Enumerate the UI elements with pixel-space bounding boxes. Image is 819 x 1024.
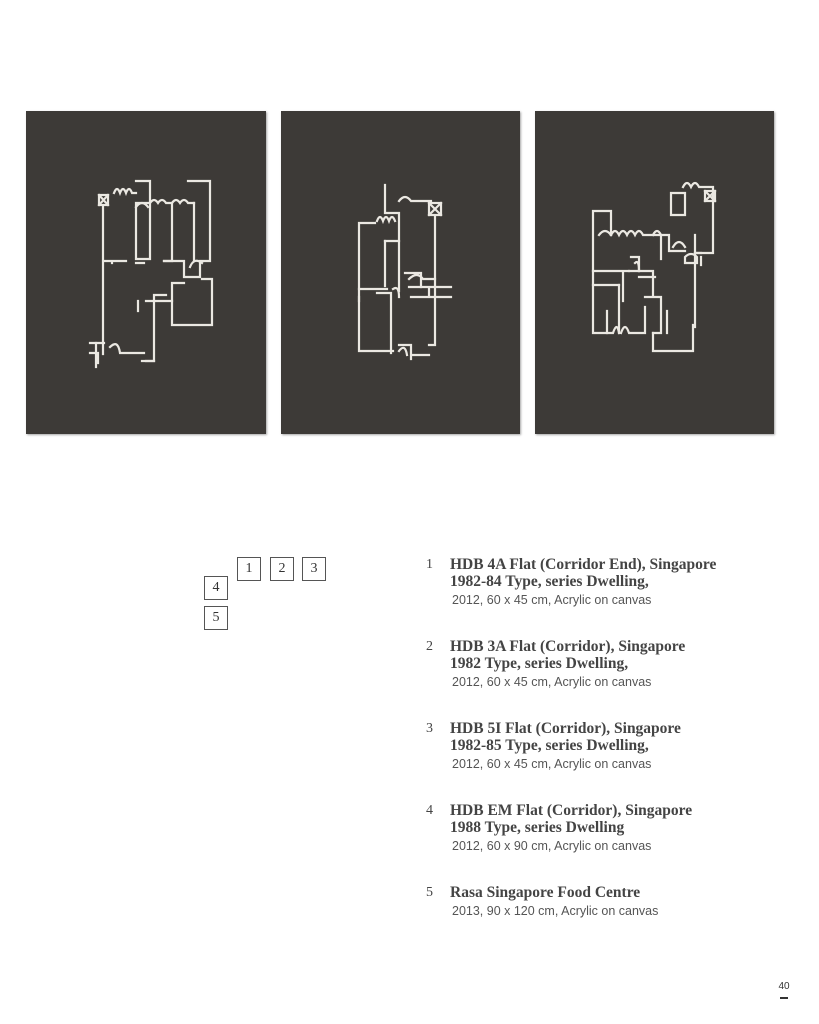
caption-number: 2	[426, 639, 433, 654]
caption-title: HDB 5I Flat (Corridor), Singapore	[450, 720, 681, 737]
caption-number: 5	[426, 885, 433, 900]
layout-key-1: 1	[237, 557, 261, 581]
caption-number: 4	[426, 803, 433, 818]
layout-key-4: 4	[204, 576, 228, 600]
layout-key-2: 2	[270, 557, 294, 581]
page-number-rule	[780, 997, 788, 999]
floor-plan-drawing-1	[26, 111, 266, 434]
layout-key-5: 5	[204, 606, 228, 630]
caption-details: 2012, 60 x 45 cm, Acrylic on canvas	[452, 757, 652, 771]
layout-key-3: 3	[302, 557, 326, 581]
painting-3-canvas	[535, 111, 774, 434]
painting-1-canvas	[26, 111, 266, 434]
page-number: 40	[778, 981, 790, 992]
caption-details: 2012, 60 x 90 cm, Acrylic on canvas	[452, 839, 652, 853]
caption-subtitle: 1982-84 Type, series Dwelling,	[450, 573, 649, 590]
caption-details: 2012, 60 x 45 cm, Acrylic on canvas	[452, 675, 652, 689]
caption-subtitle: 1982 Type, series Dwelling,	[450, 655, 629, 672]
caption-title: HDB EM Flat (Corridor), Singapore	[450, 802, 693, 819]
floor-plan-drawing-3	[535, 111, 774, 434]
floor-plan-drawing-2	[281, 111, 520, 434]
caption-4	[426, 802, 786, 853]
caption-3	[426, 720, 786, 771]
caption-number: 1	[426, 557, 433, 572]
caption-number: 3	[426, 721, 433, 736]
caption-details: 2013, 90 x 120 cm, Acrylic on canvas	[452, 904, 659, 918]
caption-1	[426, 556, 786, 607]
caption-title: HDB 4A Flat (Corridor End), Singapore	[450, 556, 717, 573]
caption-details: 2012, 60 x 45 cm, Acrylic on canvas	[452, 593, 652, 607]
caption-title: Rasa Singapore Food Centre	[450, 884, 641, 901]
caption-subtitle: 1982-85 Type, series Dwelling,	[450, 737, 649, 754]
caption-subtitle: 1988 Type, series Dwelling	[450, 819, 625, 836]
caption-2	[426, 638, 786, 689]
caption-5	[426, 884, 786, 918]
painting-2-canvas	[281, 111, 520, 434]
caption-title: HDB 3A Flat (Corridor), Singapore	[450, 638, 686, 655]
